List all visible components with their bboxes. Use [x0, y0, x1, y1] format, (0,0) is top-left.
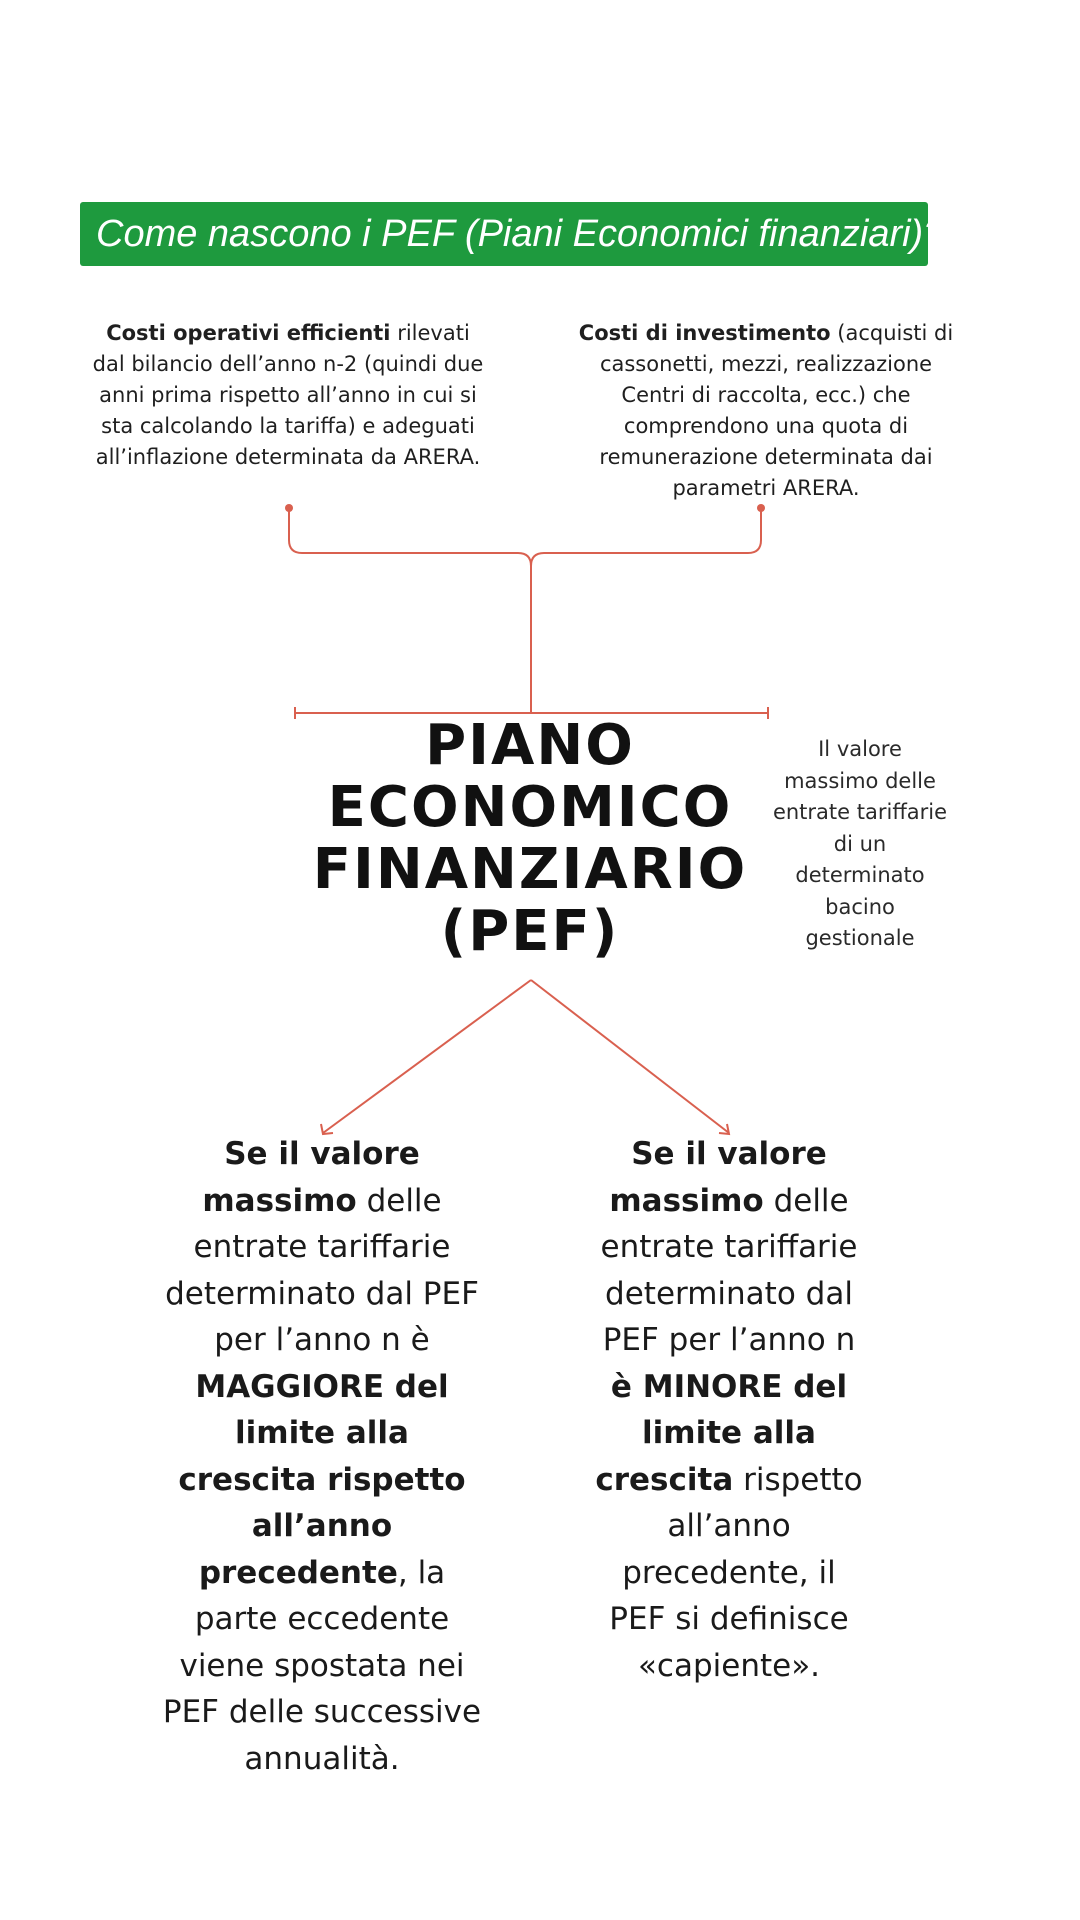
right-source-dot — [757, 504, 765, 512]
operating-costs-heading: Costi operativi efficienti — [106, 321, 391, 345]
right-source-connector — [531, 509, 761, 566]
pef-title-line-3: FINANZIARIO — [312, 837, 748, 902]
outcome-lesser-text-1: delle entrate tariffarie determinato dal PEF per l’anno n — [600, 1182, 858, 1358]
outcome-greater-condition: MAGGIORE del limite alla crescita rispetto all’anno precedente — [178, 1368, 466, 1591]
outcome-greater-lead: Se il valore massimo — [202, 1136, 420, 1219]
outcome-greater-box — [162, 1131, 482, 1782]
arrow-to-right-outcome — [531, 980, 729, 1133]
outcome-lesser-condition: è MINORE del limite alla crescita — [595, 1368, 848, 1498]
outcome-lesser-box — [595, 1131, 863, 1689]
investment-costs-heading: Costi di investimento — [578, 321, 831, 345]
outcome-greater-text-1: delle entrate tariffarie determinato dal PEF per l’anno n è — [165, 1182, 479, 1358]
outcome-lesser-lead: Se il valore massimo — [609, 1136, 827, 1219]
outcome-greater-text-2: , la parte eccedente viene spostata nei PEF delle successive annualità. — [162, 1554, 482, 1777]
pef-side-note: Il valore massimo delle entrate tariffarie di un determinato bacino gestionale — [772, 737, 948, 950]
operating-costs-description: rilevati dal bilancio dell’anno n-2 (quindi due anni prima rispetto all’anno in cui si sta calcolando la tariffa) e adeguati all’inflazione determinata da ARERA. — [92, 321, 484, 469]
left-source-connector — [289, 509, 531, 566]
pef-title-line-2: ECONOMICO — [327, 775, 733, 840]
arrow-to-left-outcome — [323, 980, 531, 1133]
investment-costs-description: (acquisti di cassonetti, mezzi, realizzazione Centri di raccolta, ecc.) che comprendono una quota di remunerazione determinata dai parametri ARERA. — [599, 321, 954, 500]
outcome-lesser-text-2: rispetto all’anno precedente, il PEF si definisce «capiente». — [609, 1461, 863, 1684]
left-source-dot — [285, 504, 293, 512]
title-text: Come nascono i PEF (Piani Economici finanziari)? — [96, 213, 945, 255]
pef-title-line-1: PIANO — [425, 713, 635, 778]
pef-title-line-4: (PEF) — [440, 899, 620, 964]
pef-main-title — [280, 715, 780, 963]
